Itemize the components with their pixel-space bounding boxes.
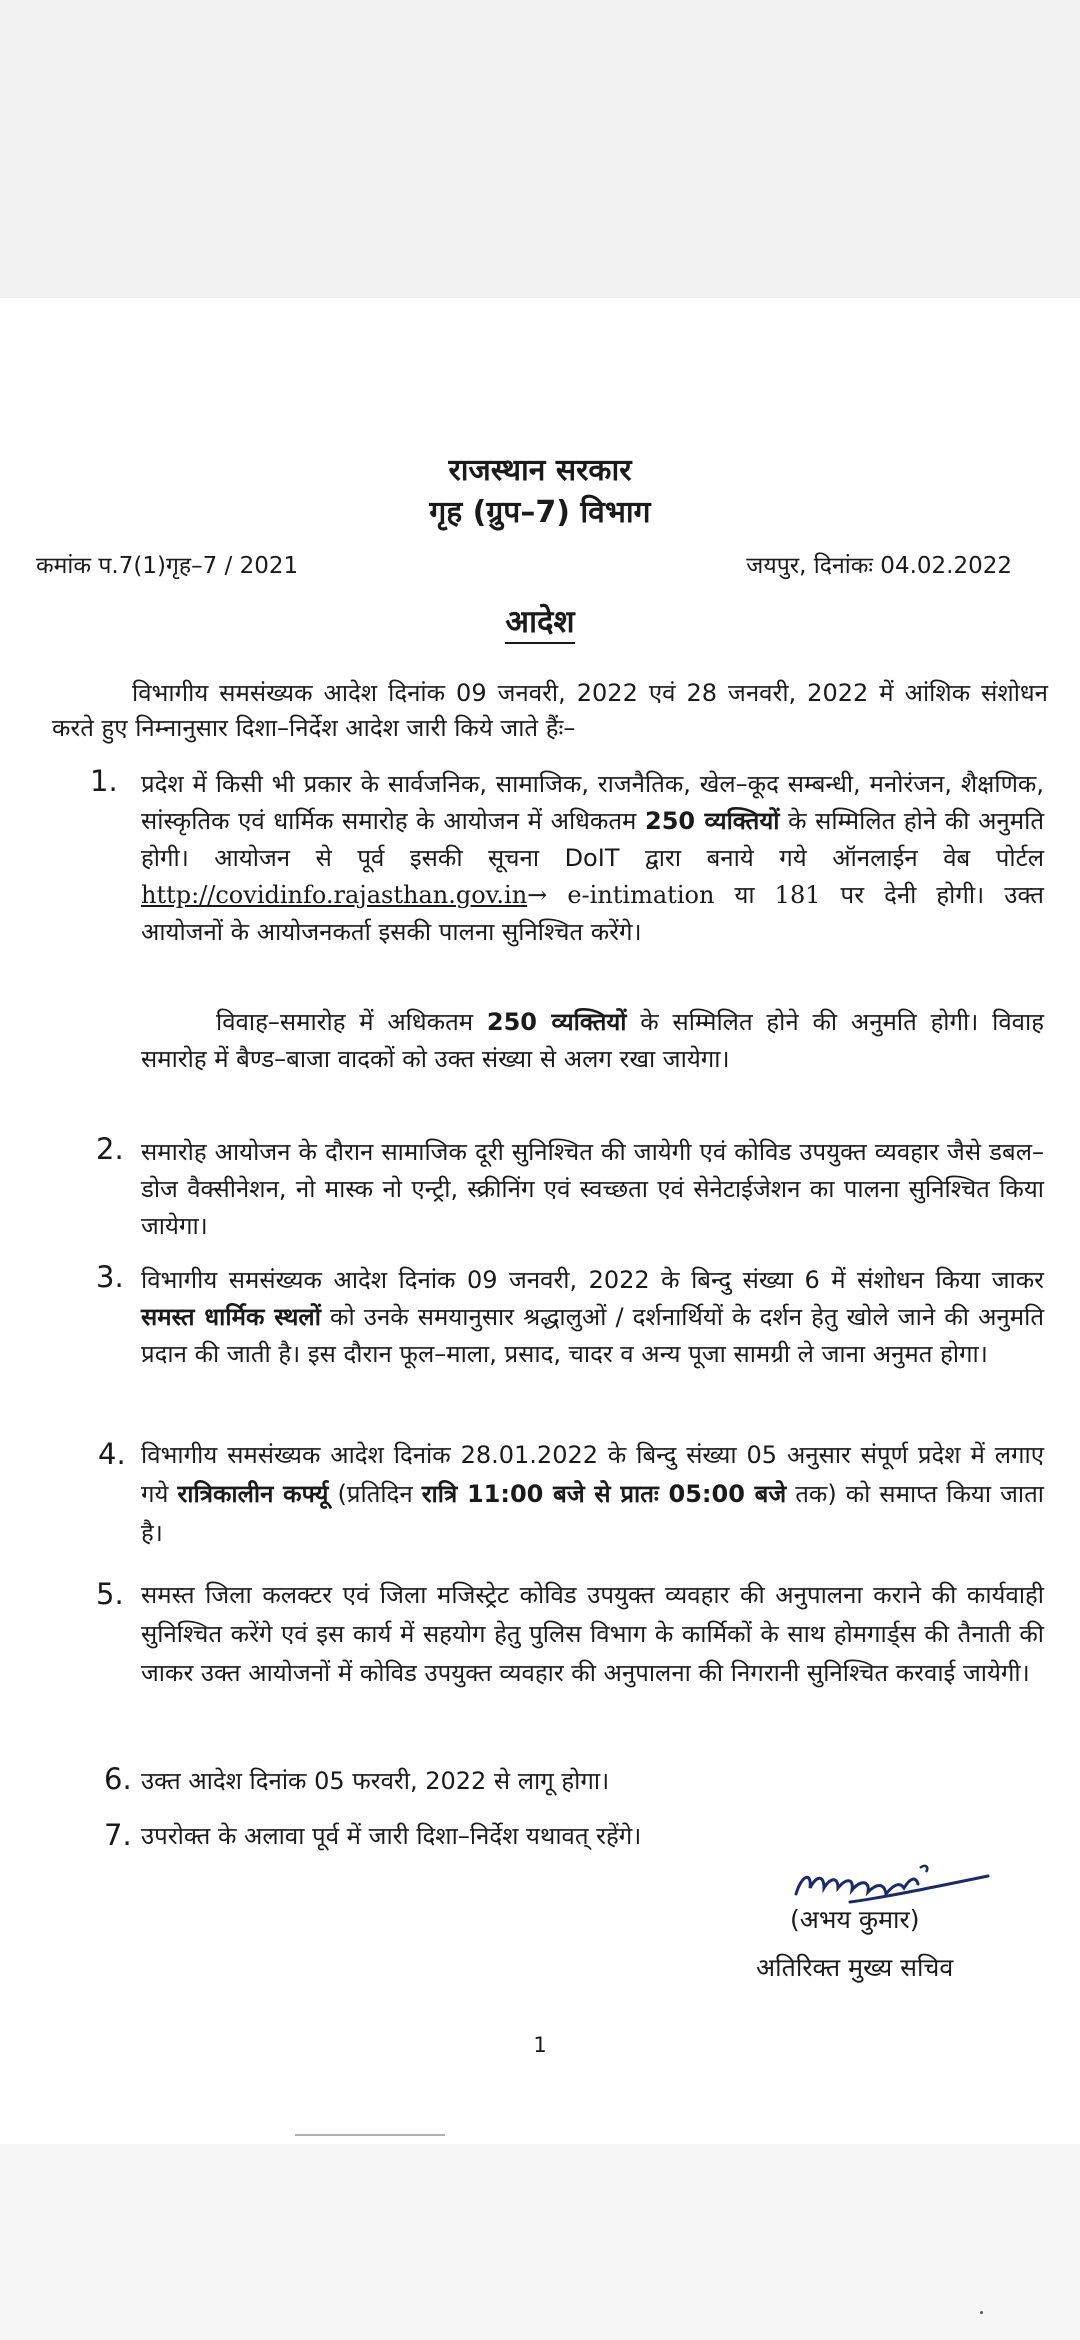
- list-item: विभागीय समसंख्यक आदेश दिनांक 09 जनवरी, 2022 के बिन्दु संख्या 6 में संशोधन किया जाकर समस्त धार्मिक स्थलों को उनके समयानुसार श्रद्धालुओं / दर्शनार्थियों के दर्शन हेतु खोले जाने की अनुमति प्रदान की जाती है। इस दौरान फूल–माला, प्रसाद, चादर व अन्य पूजा सामग्री ले जाना अनुमत होगा।: [141, 1266, 1044, 1368]
- viewer-bottom-margin: [0, 2144, 1080, 2340]
- list-item: उक्त आदेश दिनांक 05 फरवरी, 2022 से लागू होगा।: [141, 1767, 610, 1795]
- page-number: 1: [533, 2033, 547, 2057]
- department-heading: गृह (ग्रुप–7) विभाग: [429, 495, 651, 530]
- list-item: प्रदेश में किसी भी प्रकार के सार्वजनिक, सामाजिक, राजनैतिक, खेल–कूद सम्बन्धी, मनोरंजन, शैक्षणिक, सांस्कृतिक एवं धार्मिक समारोह के आयोजन में अधिकतम 250 व्यक्तियों के सम्मिलित होने की अनुमति होगी। आयोजन से पूर्व इसकी सूचना DoIT द्वारा बनाये गये ऑनलाईन वेब पोर्टल http://covidinfo.rajasthan.gov.in→ e-intimation या 181 पर देनी होगी। उक्त आयोजनों के आयोजनकर्ता इसकी पालना सुनिश्चित करेंगे।: [141, 770, 1045, 946]
- order-title-text: आदेश: [505, 604, 574, 644]
- reference-number: कमांक प.7(1)गृह–7 / 2021: [36, 553, 299, 579]
- list-item: समस्त जिला कलक्टर एवं जिला मजिस्ट्रेट कोविड उपयुक्त व्यवहार की अनुपालना कराने की कार्यवाही सुनिश्चित करेंगे एवं इस कार्य में सहयोग हेतु पुलिस विभाग के कार्मिकों के साथ होमगार्ड्स की तैनाती की जाकर उक्त आयोजनों में कोविड उपयुक्त व्यवहार की अनुपालना की निगरानी सुनिश्चित करवाई जायेगी।: [141, 1581, 1044, 1687]
- bold-text: 250 व्यक्तियों: [645, 807, 780, 835]
- item-number: 3.: [96, 1260, 124, 1294]
- scan-artifact-dot: [980, 2311, 983, 2314]
- order-title: [0, 600, 1080, 642]
- place-date: जयपुर, दिनांकः 04.02.2022: [746, 553, 1012, 579]
- item-number: 2.: [96, 1132, 124, 1166]
- government-heading: राजस्थान सरकार: [448, 453, 632, 488]
- list-item: उपरोक्त के अलावा पूर्व में जारी दिशा–निर्देश यथावत् रहेंगे।: [141, 1822, 642, 1850]
- list-item: विभागीय समसंख्यक आदेश दिनांक 28.01.2022 के बिन्दु संख्या 05 अनुसार संपूर्ण प्रदेश में लगाए गये रात्रिकालीन कर्फ्यू (प्रतिदिन रात्रि 11:00 बजे से प्रातः 05:00 बजे तक) को समाप्त किया जाता है।: [141, 1441, 1045, 1547]
- bold-text: 250 व्यक्तियों: [486, 1008, 627, 1036]
- bold-text: रात्रि 11:00 बजे से प्रातः 05:00 बजे: [421, 1480, 787, 1508]
- item-number: 7.: [104, 1818, 132, 1852]
- item-number: 4.: [98, 1437, 126, 1471]
- viewer-top-margin: [0, 0, 1080, 298]
- portal-link[interactable]: http://covidinfo.rajasthan.gov.in: [141, 881, 528, 909]
- intro-paragraph: विभागीय समसंख्यक आदेश दिनांक 09 जनवरी, 2022 एवं 28 जनवरी, 2022 में आंशिक संशोधन करते हुए निम्नानुसार दिशा–निर्देश आदेश जारी किये जाते हैंः–: [52, 679, 1048, 742]
- list-item: समारोह आयोजन के दौरान सामाजिक दूरी सुनिश्चित की जायेगी एवं कोविड उपयुक्त व्यवहार जैसे डबल–डोज वैक्सीनेशन, नो मास्क नो एन्ट्री, स्क्रीनिंग एवं स्वच्छता एवं सेनेटाईजेशन का पालना सुनिश्चित किया जायेगा।: [141, 1138, 1044, 1240]
- signatory-name: (अभय कुमार): [790, 1905, 920, 1934]
- item-number: 6.: [104, 1762, 132, 1796]
- scan-artifact-line: [295, 2134, 445, 2136]
- signatory-designation: अतिरिक्त मुख्य सचिव: [756, 1953, 954, 1982]
- item-number: 1.: [90, 764, 118, 798]
- bold-text: रात्रिकालीन कर्फ्यू: [177, 1480, 329, 1508]
- list-item-sub-paragraph: विवाह–समारोह में अधिकतम 250 व्यक्तियों के सम्मिलित होने की अनुमति होगी। विवाह समारोह में बैण्ड–बाजा वादकों को उक्त संख्या से अलग रखा जायेगा।: [141, 1008, 1044, 1073]
- bold-text: समस्त धार्मिक स्थलों: [141, 1303, 321, 1331]
- item-number: 5.: [96, 1577, 124, 1611]
